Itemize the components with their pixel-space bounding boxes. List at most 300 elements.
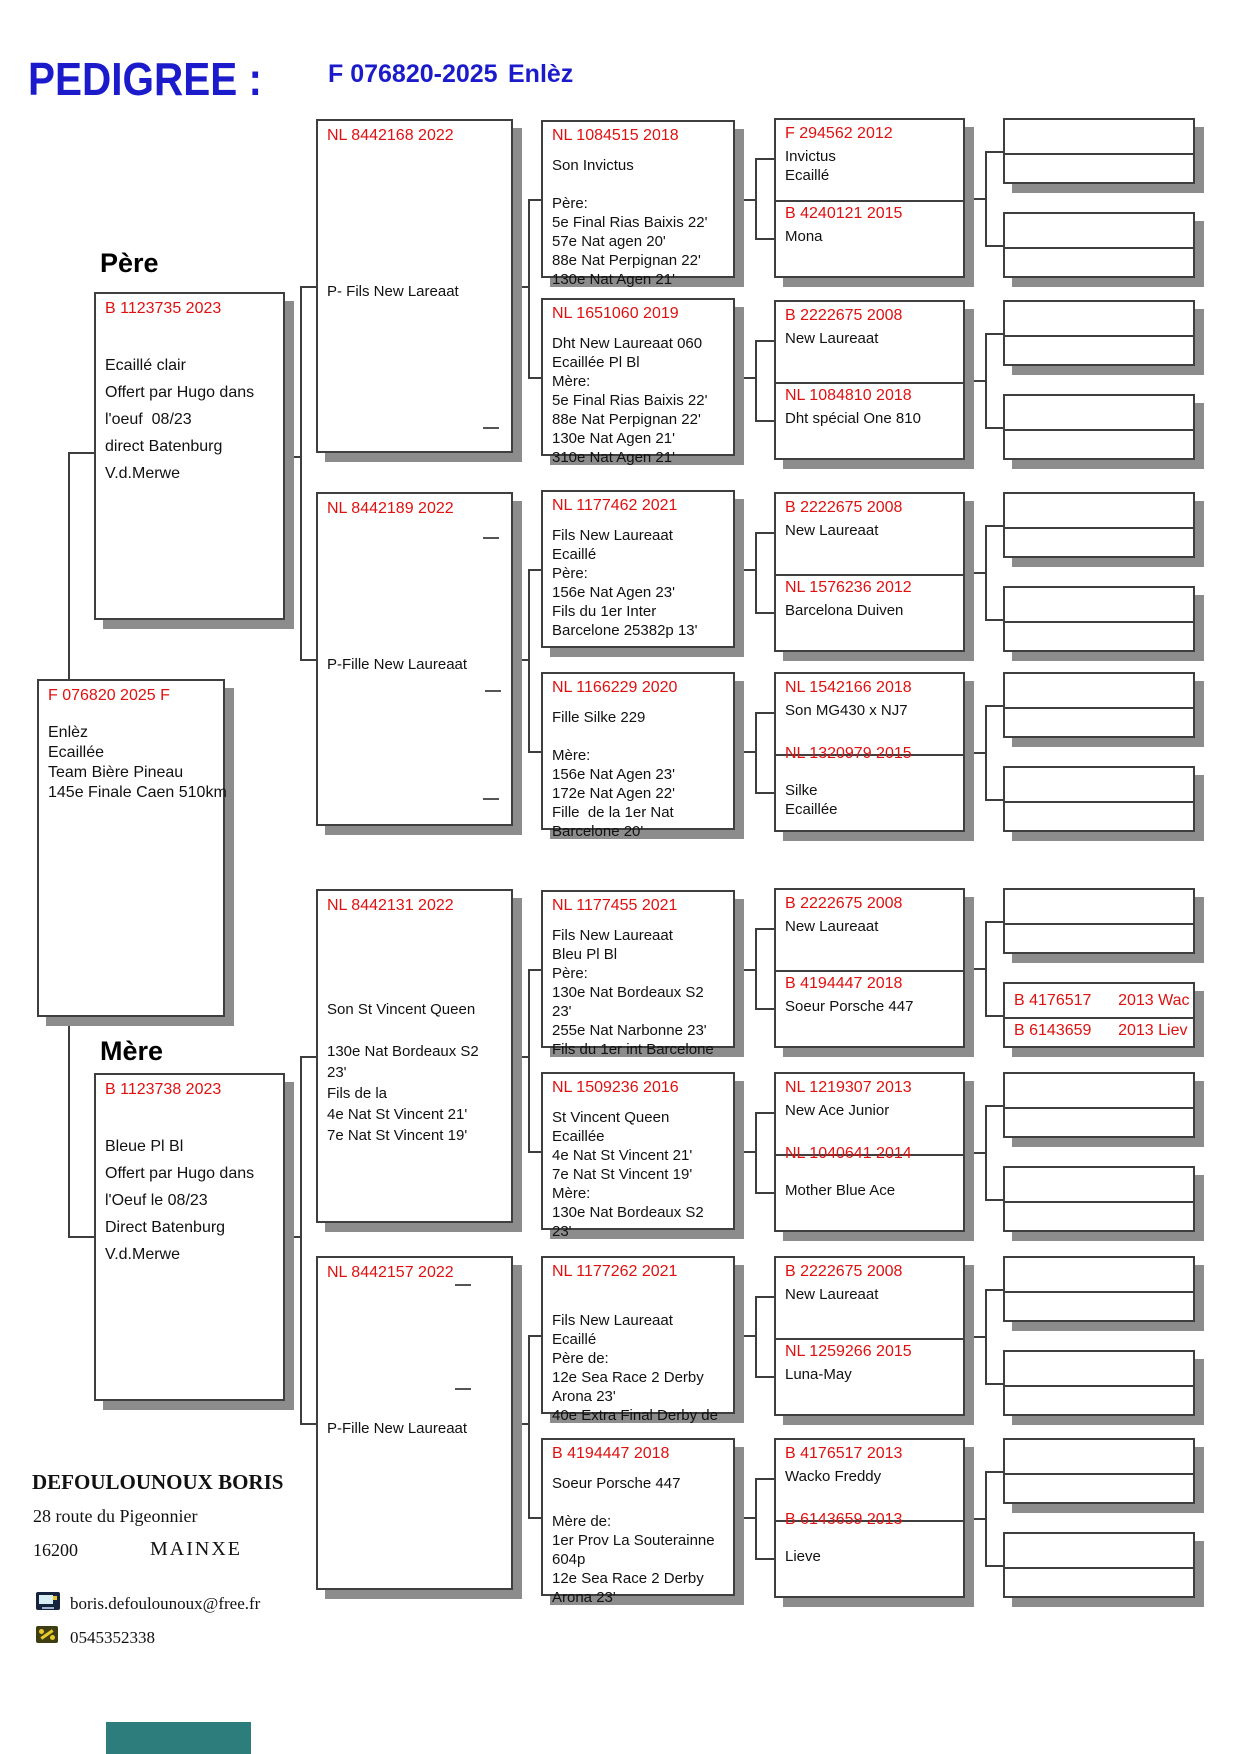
ring-number: B 4176517 2013	[785, 1445, 903, 1462]
bird-info-line: Wacko Freddy	[785, 1468, 882, 1485]
bird-info-line: 130e Nat Agen 21'	[552, 430, 675, 447]
bird-info-line: St Vincent Queen	[552, 1109, 670, 1126]
bird-info-line: 40e Extra Final Derby de	[552, 1407, 718, 1424]
bird-info-line: 172e Nat Agen 22'	[552, 785, 675, 802]
bird-info-line: Mère:	[552, 747, 591, 764]
empty-ancestor-box	[1003, 394, 1195, 460]
connector-line	[735, 199, 755, 201]
bird-info-line: Direct Batenburg	[105, 1219, 226, 1236]
connector-line	[528, 1335, 530, 1517]
owner-address: 28 route du Pigeonnier	[33, 1506, 198, 1526]
owner-email: boris.defoulounoux@free.fr	[70, 1594, 261, 1613]
great-grandparent-box	[541, 1256, 735, 1424]
connector-line	[735, 751, 755, 753]
ring-number: B 6143659 2013	[785, 1511, 903, 1528]
connector-line	[285, 1236, 300, 1238]
box-divider	[1005, 1017, 1193, 1019]
page-title: PEDIGREE :	[28, 53, 262, 105]
connector-line	[735, 1335, 755, 1337]
ring-number: NL 1177455 2021	[552, 897, 678, 914]
great-grandparent-box	[541, 1072, 735, 1240]
bird-info-line: Ecaillé	[785, 167, 830, 184]
mother-box	[94, 1073, 285, 1401]
ring-number: NL 1040641 2014	[785, 1145, 912, 1162]
box-divider	[1005, 1473, 1193, 1475]
ring-number: B 2222675 2008	[785, 1263, 903, 1280]
empty-ancestor-box	[1003, 492, 1195, 558]
ring-number: NL 8442131 2022	[327, 897, 454, 914]
connector-line	[755, 712, 774, 714]
bird-info-line: Mona	[785, 228, 823, 245]
bird-info-line: 130e Nat Bordeaux S2	[552, 1204, 704, 1221]
connector-line	[985, 1199, 1003, 1201]
bird-info-line: Offert par Hugo dans	[105, 384, 255, 401]
bird-info-line: 130e Nat Bordeaux S2	[327, 1043, 479, 1060]
bird-info-line: Mère:	[552, 373, 591, 390]
connector-line	[755, 792, 774, 794]
connector-line	[755, 1478, 774, 1480]
bird-info-line: 145e Finale Caen 510km	[48, 784, 227, 801]
connector-line	[528, 199, 530, 377]
connector-line	[755, 928, 774, 930]
connector-line	[68, 1236, 96, 1238]
box-divider	[1005, 153, 1193, 155]
great-grandparent-box	[541, 298, 735, 466]
great-great-grandparent-box	[774, 1256, 965, 1416]
empty-ancestor-box	[1003, 766, 1195, 832]
bird-info-line: 4e Nat St Vincent 21'	[552, 1147, 693, 1164]
grandparent-box	[316, 492, 513, 826]
bird-info-line: 4e Nat St Vincent 21'	[327, 1106, 468, 1123]
bird-info-line: Soeur Porsche 447	[552, 1475, 681, 1492]
connector-line	[755, 1296, 757, 1376]
connector-line	[300, 659, 316, 661]
bird-info-line: 5e Final Rias Baixis 22'	[552, 392, 708, 409]
bird-info-line: New Laureaat	[785, 522, 879, 539]
bird-info-line: Soeur Porsche 447	[785, 998, 914, 1015]
bird-info-line: 88e Nat Perpignan 22'	[552, 411, 701, 428]
ring-number: NL 1542166 2018	[785, 679, 912, 696]
connector-line	[300, 1056, 302, 1423]
connector-line	[528, 199, 541, 201]
connector-line	[528, 1517, 541, 1519]
connector-line	[285, 456, 300, 458]
connector-line	[755, 532, 774, 534]
connector-line	[528, 969, 541, 971]
dash-mark	[483, 537, 499, 539]
empty-ancestor-box	[1003, 888, 1195, 954]
empty-ancestor-box	[1003, 118, 1195, 184]
connector-line	[985, 705, 1003, 707]
ring-number: B 4176517 2013 Wac	[1014, 992, 1190, 1009]
connector-line	[985, 1105, 987, 1199]
subject-name-header: Enlèz	[508, 60, 574, 88]
connector-line	[985, 1289, 1003, 1291]
ring-number: NL 8442189 2022	[327, 500, 454, 517]
connector-line	[513, 1056, 528, 1058]
connector-line	[513, 286, 528, 288]
box-divider	[1005, 1567, 1193, 1569]
bird-info-line: 88e Nat Perpignan 22'	[552, 252, 701, 269]
empty-ancestor-box	[1003, 672, 1195, 738]
bird-info-line: Silke	[785, 782, 818, 799]
bird-info-line: 12e Sea Race 2 Derby	[552, 1369, 704, 1386]
dash-mark	[483, 427, 499, 429]
connector-line	[985, 333, 987, 427]
empty-ancestor-box	[1003, 1532, 1195, 1598]
bird-info-line: Bleu Pl Bl	[552, 946, 618, 963]
ring-number: B 4240121 2015	[785, 205, 903, 222]
ring-number: B 4194447 2018	[552, 1445, 670, 1462]
bird-info-line: New Laureaat	[785, 330, 879, 347]
bird-info-line: Lieve	[785, 1548, 821, 1565]
bird-info-line: 57e Nat agen 20'	[552, 233, 666, 250]
owner-city: MAINXE	[150, 1538, 242, 1560]
grandparent-box	[316, 1256, 513, 1590]
connector-line	[965, 198, 985, 200]
connector-line	[985, 705, 987, 799]
connector-line	[528, 1335, 541, 1337]
connector-line	[965, 1518, 985, 1520]
connector-line	[755, 1008, 774, 1010]
bird-info-line: Fils New Laureaat	[552, 527, 673, 544]
ring-number: B 4194447 2018	[785, 975, 903, 992]
connector-line	[985, 1015, 1003, 1017]
bird-info-line: Père:	[552, 965, 588, 982]
connector-line	[755, 1112, 774, 1114]
bird-info-line: 310e Nat Agen 21'	[552, 449, 675, 466]
bird-info-line	[552, 1292, 731, 1311]
mother-label: Mère	[100, 1036, 164, 1066]
bird-info-line: Dht New Laureaat 060	[552, 335, 703, 352]
connector-line	[985, 333, 1003, 335]
connector-line	[755, 928, 757, 1008]
connector-line	[528, 751, 541, 753]
ring-number: NL 1166229 2020	[552, 679, 678, 696]
bird-info-line: New Ace Junior	[785, 1102, 890, 1119]
ring-number: NL 8442157 2022	[327, 1264, 454, 1281]
connector-line	[755, 712, 757, 792]
bird-info-line: Team Bière Pineau	[48, 764, 184, 781]
bird-info-line: 156e Nat Agen 23'	[552, 766, 675, 783]
box-divider	[1005, 335, 1193, 337]
bird-info-line: direct Batenburg	[105, 438, 223, 455]
bird-info-line: New Laureaat	[785, 1286, 879, 1303]
bird-info-line: V.d.Merwe	[105, 465, 180, 482]
connector-line	[755, 532, 757, 612]
connector-line	[735, 569, 755, 571]
connector-line	[528, 377, 541, 379]
connector-line	[735, 377, 755, 379]
empty-ancestor-box	[1003, 1072, 1195, 1138]
great-great-grandparent-box	[774, 118, 965, 278]
connector-line	[985, 799, 1003, 801]
connector-line	[755, 1296, 774, 1298]
bird-info-line: Bleue Pl Bl	[105, 1138, 184, 1155]
connector-line	[985, 1289, 987, 1383]
bird-info-line: V.d.Merwe	[105, 1246, 180, 1263]
bird-info-line	[552, 1493, 731, 1512]
phone-icon	[36, 1626, 58, 1643]
connector-line	[528, 569, 541, 571]
email-icon	[36, 1592, 60, 1610]
great-great-grandparent-box	[774, 672, 965, 832]
dash-mark	[483, 798, 499, 800]
great-grandparent-box	[541, 1438, 735, 1606]
connector-line	[755, 420, 774, 422]
bird-info-line: Ecaillé	[552, 546, 597, 563]
connector-line	[513, 1423, 528, 1425]
bird-info-line: Fille de la 1er Nat	[552, 804, 674, 821]
connector-line	[985, 427, 1003, 429]
father-label: Père	[100, 248, 159, 278]
bird-info-line: Mère de:	[552, 1513, 612, 1530]
connector-line	[985, 245, 1003, 247]
bird-info-line: 1er Prov La Souterainne	[552, 1532, 715, 1549]
connector-line	[985, 1383, 1003, 1385]
connector-line	[985, 525, 987, 619]
bird-info-line: Son Invictus	[552, 157, 634, 174]
connector-line	[755, 1112, 757, 1192]
connector-line	[300, 1056, 316, 1058]
bird-info-line	[327, 1020, 509, 1041]
connector-line	[735, 1517, 755, 1519]
bird-info-line: Ecaillée Pl Bl	[552, 354, 640, 371]
owner-phone: 0545352338	[70, 1628, 155, 1647]
connector-line	[528, 1151, 541, 1153]
connector-line	[300, 1423, 316, 1425]
connector-line	[965, 968, 985, 970]
connector-line	[965, 1152, 985, 1154]
box-divider	[1005, 707, 1193, 709]
connector-line	[985, 151, 987, 245]
box-divider	[1005, 1201, 1193, 1203]
connector-line	[528, 569, 530, 751]
box-divider	[776, 574, 963, 576]
bird-info-line: Ecaillé	[552, 1331, 597, 1348]
bird-info-line: Père:	[552, 565, 588, 582]
ring-number: B 6143659 2013 Liev	[1014, 1022, 1188, 1039]
ring-number: F 076820 2025 F	[48, 687, 170, 704]
connector-line	[755, 340, 757, 420]
connector-line	[985, 1565, 1003, 1567]
bird-info-line: l'oeuf 08/23	[105, 411, 192, 428]
bird-info-line: 7e Nat St Vincent 19'	[327, 1127, 468, 1144]
ring-number: NL 1576236 2012	[785, 579, 912, 596]
empty-ancestor-box	[1003, 982, 1195, 1048]
connector-line	[735, 969, 755, 971]
ring-number: B 2222675 2008	[785, 895, 903, 912]
owner-postal-code: 16200	[33, 1540, 78, 1560]
subject-box	[37, 679, 225, 1017]
connector-line	[965, 752, 985, 754]
bird-info-line: Barcelona Duiven	[785, 602, 904, 619]
connector-line	[985, 1105, 1003, 1107]
bird-info-line: 156e Nat Agen 23'	[552, 584, 675, 601]
ring-number: NL 1509236 2016	[552, 1079, 679, 1096]
bird-info-line: 23'	[327, 1064, 347, 1081]
connector-line	[985, 151, 1003, 153]
bird-info-line: P- Fils New Lareaat	[327, 283, 459, 300]
great-great-grandparent-box	[774, 1072, 965, 1232]
empty-ancestor-box	[1003, 1256, 1195, 1322]
ring-number: NL 1177462 2021	[552, 497, 678, 514]
box-divider	[776, 1338, 963, 1340]
bird-info-line: Luna-May	[785, 1366, 852, 1383]
bird-info-line: Son St Vincent Queen	[327, 1001, 476, 1018]
connector-line	[300, 286, 316, 288]
great-great-grandparent-box	[774, 888, 965, 1048]
great-great-grandparent-box	[774, 1438, 965, 1598]
bird-info-line: 23'	[552, 1223, 572, 1240]
connector-line	[513, 659, 528, 661]
box-divider	[776, 970, 963, 972]
bird-info-line: Barcelone 20'	[552, 823, 644, 840]
connector-line	[68, 452, 96, 454]
ring-number: NL 1177262 2021	[552, 1263, 678, 1280]
father-box	[94, 292, 285, 620]
connector-line	[755, 612, 774, 614]
bird-info-line: Dht spécial One 810	[785, 410, 921, 427]
ring-number: NL 1084810 2018	[785, 387, 912, 404]
connector-line	[755, 1478, 757, 1558]
box-divider	[776, 200, 963, 202]
bird-info-line: Mother Blue Ace	[785, 1182, 896, 1199]
great-grandparent-box	[541, 672, 735, 840]
box-divider	[1005, 923, 1193, 925]
bird-info-line: P-Fille New Laureaat	[327, 1420, 468, 1437]
bird-info-line: P-Fille New Laureaat	[327, 656, 468, 673]
bird-info-line: Arona 23'	[552, 1589, 616, 1606]
connector-line	[755, 1192, 774, 1194]
box-divider	[776, 382, 963, 384]
ring-number: NL 1219307 2013	[785, 1079, 912, 1096]
connector-line	[985, 1471, 987, 1565]
bird-info-line	[552, 175, 731, 194]
ring-number: B 2222675 2008	[785, 307, 903, 324]
empty-ancestor-box	[1003, 1438, 1195, 1504]
bird-info-line: 604p	[552, 1551, 586, 1568]
empty-ancestor-box	[1003, 300, 1195, 366]
great-great-grandparent-box	[774, 300, 965, 460]
connector-line	[965, 572, 985, 574]
great-grandparent-box	[541, 120, 735, 288]
bird-info-line: Fils New Laureaat	[552, 927, 673, 944]
empty-ancestor-box	[1003, 212, 1195, 278]
box-divider	[1005, 801, 1193, 803]
empty-ancestor-box	[1003, 1350, 1195, 1416]
bird-info-line: Son MG430 x NJ7	[785, 702, 908, 719]
bird-info-line: Ecaillé clair	[105, 357, 186, 374]
ring-number: NL 8442168 2022	[327, 127, 454, 144]
connector-line	[985, 921, 987, 1015]
connector-line	[985, 921, 1003, 923]
bird-info-line: Invictus	[785, 148, 836, 165]
ring-number: NL 1259266 2015	[785, 1343, 912, 1360]
bird-info-line: Offert par Hugo dans	[105, 1165, 255, 1182]
box-divider	[1005, 527, 1193, 529]
bird-info-line: 7e Nat St Vincent 19'	[552, 1166, 693, 1183]
ring-number: B 1123735 2023	[105, 300, 222, 317]
bird-info-line: Père:	[552, 195, 588, 212]
bird-info-line: Ecaillée	[785, 801, 838, 818]
connector-line	[985, 619, 1003, 621]
box-divider	[1005, 247, 1193, 249]
bird-info-line: Fils New Laureaat	[552, 1312, 673, 1329]
empty-ancestor-box	[1003, 1166, 1195, 1232]
bird-info-line: Enlèz	[48, 724, 89, 741]
bird-info-line: New Laureaat	[785, 918, 879, 935]
box-divider	[1005, 621, 1193, 623]
owner-name: DEFOULOUNOUX BORIS	[32, 1470, 284, 1494]
bird-info-line: 130e Nat Bordeaux S2	[552, 984, 704, 1001]
connector-line	[755, 1376, 774, 1378]
connector-line	[300, 286, 302, 659]
bird-info-line: Fils du 1er int Barcelone	[552, 1041, 714, 1058]
bird-info-line: Mère:	[552, 1185, 591, 1202]
connector-line	[755, 158, 774, 160]
box-divider	[1005, 429, 1193, 431]
box-divider	[1005, 1385, 1193, 1387]
bird-info-line: 130e Nat Agen 21'	[552, 271, 675, 288]
ring-number: NL 1651060 2019	[552, 305, 679, 322]
connector-line	[755, 158, 757, 238]
connector-line	[735, 1151, 755, 1153]
great-great-grandparent-box	[774, 492, 965, 652]
empty-ancestor-box	[1003, 586, 1195, 652]
bird-info-line	[552, 727, 731, 746]
connector-line	[755, 238, 774, 240]
box-divider	[1005, 1107, 1193, 1109]
connector-line	[985, 1471, 1003, 1473]
dash-mark	[455, 1388, 471, 1390]
bird-info-line: Fils du 1er Inter	[552, 603, 657, 620]
bird-info-line: Arona 23'	[552, 1388, 616, 1405]
bird-info-line: Barcelone 25382p 13'	[552, 622, 698, 639]
ring-number: B 2222675 2008	[785, 499, 903, 516]
connector-line	[965, 380, 985, 382]
connector-line	[985, 525, 1003, 527]
connector-line	[755, 1558, 774, 1560]
connector-line	[528, 969, 530, 1151]
connector-line	[755, 340, 774, 342]
subject-ring-header: F 076820-2025	[328, 60, 498, 88]
ring-number: NL 1084515 2018	[552, 127, 679, 144]
grandparent-box	[316, 119, 513, 453]
bird-info-line: Fille Silke 229	[552, 709, 646, 726]
dash-mark	[455, 1284, 471, 1286]
bird-info-line: Ecaillée	[552, 1128, 605, 1145]
footer-color-bar	[106, 1722, 251, 1754]
great-grandparent-box	[541, 890, 735, 1058]
bird-info-line: Ecaillée	[48, 744, 105, 761]
dash-mark	[485, 690, 501, 692]
great-grandparent-box	[541, 490, 735, 648]
bird-info-line: l'Oeuf le 08/23	[105, 1192, 208, 1209]
connector-line	[965, 1336, 985, 1338]
bird-info-line: 23'	[552, 1003, 572, 1020]
ring-number: NL 1320979 2015	[785, 745, 912, 762]
box-divider	[1005, 1291, 1193, 1293]
ring-number: B 1123738 2023	[105, 1081, 222, 1098]
bird-info-line: 12e Sea Race 2 Derby	[552, 1570, 704, 1587]
bird-info-line: 5e Final Rias Baixis 22'	[552, 214, 708, 231]
bird-info-line: Fils de la	[327, 1085, 388, 1102]
bird-info-line: Père de:	[552, 1350, 609, 1367]
grandparent-box	[316, 889, 513, 1223]
ring-number: F 294562 2012	[785, 125, 893, 142]
bird-info-line: 255e Nat Narbonne 23'	[552, 1022, 707, 1039]
